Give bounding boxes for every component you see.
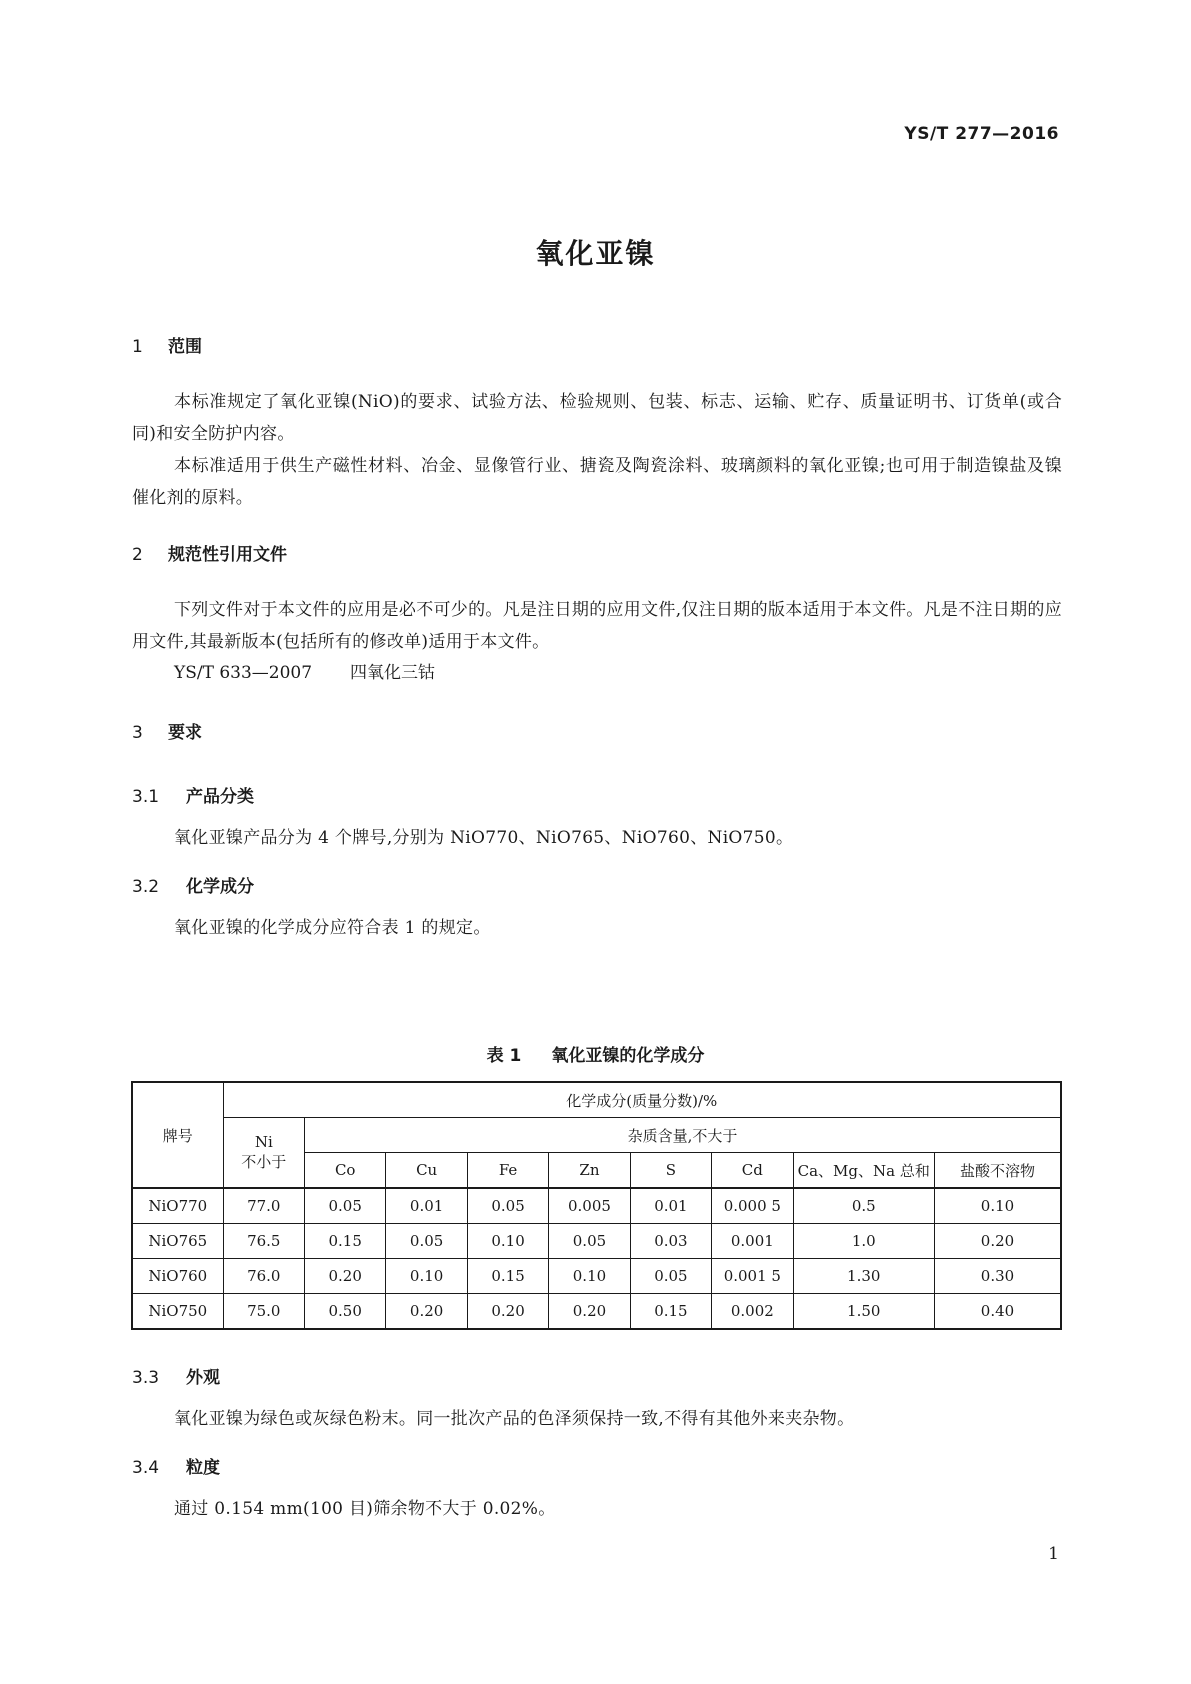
- normative-reference: [174, 658, 435, 683]
- header-col-zn: Zn: [549, 1153, 630, 1189]
- cell-grade: NiO750: [132, 1294, 223, 1330]
- section-number: 3.1: [132, 787, 160, 807]
- cell-fe: 0.20: [467, 1294, 548, 1330]
- section-title: 化学成分: [186, 877, 254, 897]
- section-number: 1: [132, 337, 143, 357]
- table-row: [132, 1224, 1061, 1259]
- cell-hcl-insoluble: 0.20: [934, 1224, 1061, 1259]
- header-ni: [223, 1118, 304, 1189]
- cell-hcl-insoluble: 0.10: [934, 1188, 1061, 1224]
- page-number: 1: [1048, 1544, 1059, 1564]
- cell-grade: NiO770: [132, 1188, 223, 1224]
- cell-cu: 0.20: [386, 1294, 467, 1330]
- section-number: 3.3: [132, 1368, 160, 1388]
- section-1-paragraph-2: 本标准适用于供生产磁性材料、冶金、显像管行业、搪瓷及陶瓷涂料、玻璃颜料的氧化亚镍;也可用于制造镍盐及镍催化剂的原料。: [132, 456, 1062, 508]
- cell-ca-mg-na: 1.50: [793, 1294, 934, 1330]
- cell-cu: 0.01: [386, 1188, 467, 1224]
- section-3-3-heading: [132, 1363, 220, 1388]
- cell-cd: 0.001 5: [712, 1259, 793, 1294]
- cell-fe: 0.05: [467, 1188, 548, 1224]
- header-ni-limit: 不小于: [241, 1153, 287, 1171]
- header-col-s: S: [630, 1153, 711, 1189]
- cell-zn: 0.005: [549, 1188, 630, 1224]
- cell-co: 0.15: [305, 1224, 386, 1259]
- cell-co: 0.05: [305, 1188, 386, 1224]
- section-number: 3: [132, 723, 143, 743]
- header-col-fe: Fe: [467, 1153, 548, 1189]
- header-ni-symbol: Ni: [254, 1133, 273, 1151]
- table-row: [132, 1294, 1061, 1330]
- section-1-paragraph-1: 本标准规定了氧化亚镍(NiO)的要求、试验方法、检验规则、包装、标志、运输、贮存、质量证明书、订货单(或合同)和安全防护内容。: [132, 392, 1062, 444]
- header-col-cd: Cd: [712, 1153, 793, 1189]
- header-col-cu: Cu: [386, 1153, 467, 1189]
- cell-zn: 0.05: [549, 1224, 630, 1259]
- section-title: 要求: [168, 723, 202, 743]
- cell-ni: 76.5: [223, 1224, 304, 1259]
- cell-co: 0.50: [305, 1294, 386, 1330]
- section-3-heading: [132, 718, 202, 743]
- reference-code: YS/T 633—2007: [174, 663, 313, 683]
- table-caption-title: 氧化亚镍的化学成分: [551, 1046, 705, 1066]
- document-title: 氧化亚镍: [535, 237, 656, 270]
- header-col-hcl-insoluble: 盐酸不溶物: [934, 1153, 1061, 1189]
- section-number: 3.2: [132, 877, 160, 897]
- standard-code: YS/T 277—2016: [904, 124, 1059, 144]
- cell-fe: 0.15: [467, 1259, 548, 1294]
- section-number: 3.4: [132, 1458, 160, 1478]
- table-row: [132, 1259, 1061, 1294]
- cell-ni: 75.0: [223, 1294, 304, 1330]
- section-3-1-text: 氧化亚镍产品分为 4 个牌号,分别为 NiO770、NiO765、NiO760、NiO750。: [174, 828, 794, 848]
- cell-zn: 0.10: [549, 1259, 630, 1294]
- table-caption-label: 表 1: [486, 1046, 522, 1066]
- cell-ca-mg-na: 1.30: [793, 1259, 934, 1294]
- header-composition: 化学成分(质量分数)/%: [223, 1082, 1061, 1118]
- header-col-ca-mg-na: Ca、Mg、Na 总和: [793, 1153, 934, 1189]
- cell-ca-mg-na: 0.5: [793, 1188, 934, 1224]
- section-3-2-text: 氧化亚镍的化学成分应符合表 1 的规定。: [174, 918, 491, 938]
- section-title: 粒度: [186, 1458, 220, 1478]
- cell-cd: 0.001: [712, 1224, 793, 1259]
- section-3-4-heading: [132, 1453, 220, 1478]
- cell-hcl-insoluble: 0.40: [934, 1294, 1061, 1330]
- cell-ni: 76.0: [223, 1259, 304, 1294]
- table-1-caption: [0, 1041, 1191, 1066]
- cell-s: 0.15: [630, 1294, 711, 1330]
- section-3-3-text: 氧化亚镍为绿色或灰绿色粉末。同一批次产品的色泽须保持一致,不得有其他外来夹杂物。: [174, 1409, 855, 1429]
- cell-fe: 0.10: [467, 1224, 548, 1259]
- header-col-co: Co: [305, 1153, 386, 1189]
- table-row: [132, 1188, 1061, 1224]
- cell-zn: 0.20: [549, 1294, 630, 1330]
- cell-cu: 0.05: [386, 1224, 467, 1259]
- cell-s: 0.03: [630, 1224, 711, 1259]
- cell-co: 0.20: [305, 1259, 386, 1294]
- section-title: 外观: [186, 1368, 220, 1388]
- cell-cd: 0.000 5: [712, 1188, 793, 1224]
- section-1-heading: [132, 332, 202, 357]
- cell-ca-mg-na: 1.0: [793, 1224, 934, 1259]
- cell-cu: 0.10: [386, 1259, 467, 1294]
- cell-grade: NiO760: [132, 1259, 223, 1294]
- cell-grade: NiO765: [132, 1224, 223, 1259]
- header-grade: 牌号: [132, 1082, 223, 1188]
- chemical-composition-table: [131, 1081, 1062, 1330]
- cell-s: 0.05: [630, 1259, 711, 1294]
- cell-hcl-insoluble: 0.30: [934, 1259, 1061, 1294]
- section-title: 规范性引用文件: [168, 545, 287, 565]
- section-title: 产品分类: [186, 787, 254, 807]
- section-2-paragraph-1: 下列文件对于本文件的应用是必不可少的。凡是注日期的应用文件,仅注日期的版本适用于本文件。凡是不注日期的应用文件,其最新版本(包括所有的修改单)适用于本文件。: [132, 600, 1063, 652]
- section-2-heading: [132, 540, 287, 565]
- section-3-4-text: 通过 0.154 mm(100 目)筛余物不大于 0.02%。: [174, 1499, 556, 1519]
- header-impurity: 杂质含量,不大于: [305, 1118, 1062, 1153]
- cell-s: 0.01: [630, 1188, 711, 1224]
- cell-ni: 77.0: [223, 1188, 304, 1224]
- section-3-1-heading: [132, 782, 254, 807]
- section-3-2-heading: [132, 872, 254, 897]
- cell-cd: 0.002: [712, 1294, 793, 1330]
- reference-name: 四氧化三钴: [350, 663, 435, 683]
- section-title: 范围: [168, 337, 202, 357]
- section-number: 2: [132, 545, 143, 565]
